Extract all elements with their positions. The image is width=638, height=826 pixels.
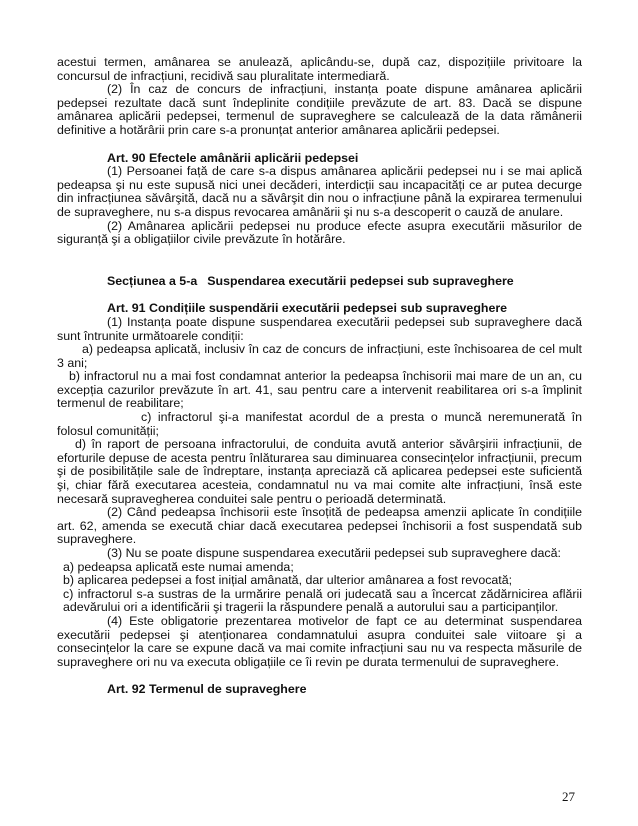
article-90-heading: Art. 90 Efectele amânării aplicării pedepsei [107,150,359,165]
article-91-heading: Art. 91 Condițiile suspendării executării pedepsei sub supraveghere [107,301,508,316]
article-90-par-1: (1) Persoanei față de care s-a dispus amânarea aplicării pedepsei nu i se mai aplică pedeapsa şi nu este supusă nici unei decăderi, interdicții sau incapacități ce ar putea decurge din infracțiunea săvârşită, dacă nu a săvârşit din nou o infracțiune până la expirarea termenului de supraveghere, nu s-a dispus revocarea amânării şi nu s-a descoperit o cauză de anulare. [57,164,582,219]
page-number: 27 [562,789,575,804]
section-title: Suspendarea executării pedepsei sub supraveghere [207,273,514,288]
article-91-par-3-item-a: a) pedeapsa aplicată este numai amenda; [63,559,294,574]
article-91-item-c: c) infractorul şi-a manifestat acordul de a presta o muncă neremunerată în folosul comunității; [57,410,582,438]
article-91-par-1: (1) Instanța poate dispune suspendarea executării pedepsei sub supraveghere dacă sunt întrunite următoarele condiții: [57,314,582,343]
article-91-par-3-item-c: c) infractorul s-a sustras de la urmărire penală ori judecată sau a încercat zădărnicirea aflării adevărului ori a identificării şi tragerii la răspundere penală a autorului sau a participanților. [63,586,582,615]
paragraph-continuation: acestui termen, amânarea se anulează, aplicându-se, după caz, dispozițiile privitoare la concursul de infracțiuni, recidivă sau pluralitate intermediară. [57,55,582,83]
paragraph-concurs: (2) În caz de concurs de infracțiuni, instanța poate dispune amânarea aplicării pedepsei rezultate dacă sunt îndeplinite condițiile prevăzute de art. 83. Dacă se dispune amânarea aplicării pedepsei, termenul de supraveghere se calculează de la data rămânerii definitive a hotărârii prin care s-a pronunțat anterior amânarea aplicării pedepsei. [57,82,582,137]
article-92-heading: Art. 92 Termenul de supraveghere [107,682,307,697]
article-91-par-3: (3) Nu se poate dispune suspendarea executării pedepsei sub supraveghere dacă: [107,546,561,560]
article-91-item-a: a) pedeapsa aplicată, inclusiv în caz de concurs de infracțiuni, este închisoarea de cel mult 3 ani; [57,342,582,370]
article-91-par-3-item-b: b) aplicarea pedepsei a fost inițial amânată, dar ulterior amânarea a fost revocată; [63,573,513,588]
article-91-item-d: d) în raport de persoana infractorului, de conduita avută anterior săvârşirii infracțiunii, de eforturile depuse de acesta pentru înlăturarea sau diminuarea consecințelor infracțiunii, precum şi de posibilitățile sale de îndreptare, instanța apreciază că aplicarea pedepsei este suficientă şi, chiar fără executarea acesteia, condamnatul nu va mai comite alte infracțiuni, însă este necesară supravegherea conduitei sale pentru o perioadă determinată. [57,437,582,506]
article-91-par-2: (2) Când pedeapsa închisorii este însoțită de pedeapsa amenzii aplicate în condițiile art. 62, amenda se execută chiar dacă executarea pedepsei închisorii a fost suspendată sub supraveghere. [57,505,582,547]
document-body [57,56,582,697]
article-91-par-4: (4) Este obligatorie prezentarea motivelor de fapt ce au determinat suspendarea executării pedepsei şi atenționarea condamnatului asupra conduitei sale viitoare şi a consecințelor la care se expune dacă va mai comite infracțiuni sau nu va respecta măsurile de supraveghere ori nu va executa obligațiile ce îi revin pe durata termenului de supraveghere. [57,613,582,669]
article-90-par-2: (2) Amânarea aplicării pedepsei nu produce efecte asupra executării măsurilor de siguranță şi a obligațiilor civile prevăzute în hotărâre. [57,218,582,247]
section-label: Secțiunea a 5-a [107,273,198,288]
section-heading [57,275,582,289]
article-91-item-b: b) infractorul nu a mai fost condamnat anterior la pedeapsa închisorii mai mare de un an, cu excepția cazurilor prevăzute în art. 41, sau pentru care a intervenit reabilitarea ori s-a împlinit termenul de reabilitare; [57,369,582,411]
